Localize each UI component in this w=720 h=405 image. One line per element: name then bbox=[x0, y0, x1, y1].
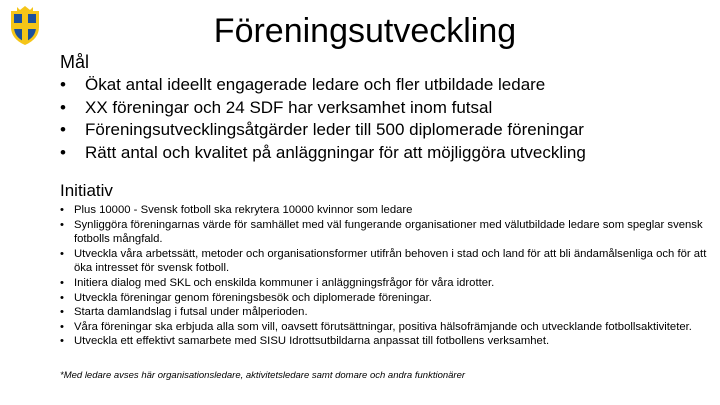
initiatives-list bbox=[60, 203, 715, 349]
list-item bbox=[60, 119, 586, 142]
bullet: • bbox=[60, 204, 64, 216]
goal-text: XX föreningar och 24 SDF har verksamhet inom futsal bbox=[85, 97, 493, 117]
list-item bbox=[60, 334, 715, 349]
initiatives-heading: Initiativ bbox=[60, 181, 113, 200]
swedish-fa-crest-icon bbox=[5, 5, 45, 47]
bullet: • bbox=[60, 120, 66, 139]
footnote: *Med ledare avses här organisationsledare, aktivitetsledare samt domare och andra funktionärer bbox=[60, 370, 466, 381]
initiative-text: Starta damlandslag i futsal under målperioden. bbox=[74, 306, 308, 319]
list-item bbox=[60, 218, 715, 247]
bullet: • bbox=[60, 218, 64, 231]
list-item bbox=[60, 74, 586, 97]
goals-list bbox=[60, 74, 586, 164]
list-item bbox=[60, 276, 715, 291]
list-item bbox=[60, 97, 586, 120]
list-item bbox=[60, 320, 715, 335]
bullet: • bbox=[60, 276, 64, 289]
goal-text: Rätt antal och kvalitet på anläggningar för att möjliggöra utveckling bbox=[85, 142, 586, 162]
goal-text: Ökat antal ideellt engagerade ledare och fler utbildade ledare bbox=[85, 75, 546, 94]
list-item bbox=[60, 247, 715, 276]
list-item bbox=[60, 305, 715, 320]
initiative-text: Plus 10000 - Svensk fotboll ska rekrytera 10000 kvinnor som ledare bbox=[74, 204, 413, 216]
list-item bbox=[60, 291, 715, 306]
initiative-text: Initiera dialog med SKL och enskilda kommuner i anläggningsfrågor för våra idrotter. bbox=[74, 276, 495, 289]
bullet: • bbox=[60, 75, 66, 94]
bullet: • bbox=[60, 335, 64, 348]
initiative-text: Synliggöra föreningarnas värde för samhället med väl fungerande organisationer med välutbildade ledare som speglar svensk fotbolls mångfald. bbox=[74, 218, 703, 246]
list-item bbox=[60, 142, 586, 165]
bullet: • bbox=[60, 320, 64, 333]
goal-text: Föreningsutvecklingsåtgärder leder till 500 diplomerade föreningar bbox=[85, 120, 584, 139]
goals-heading: Mål bbox=[60, 52, 90, 72]
initiative-text: Utveckla föreningar genom föreningsbesök och diplomerade föreningar. bbox=[74, 291, 432, 304]
initiative-text: Våra föreningar ska erbjuda alla som vill, oavsett förutsättningar, positiva hälsofrämjande och utvecklande fotbollsaktiviteter. bbox=[74, 320, 692, 333]
bullet: • bbox=[60, 306, 64, 319]
bullet: • bbox=[60, 247, 64, 260]
bullet: • bbox=[60, 291, 64, 304]
initiative-text: Utveckla våra arbetssätt, metoder och organisationsformer utifrån behoven i stad och land för att bli ändamålsenliga och för att öka intresset för svensk fotboll. bbox=[74, 247, 707, 275]
bullet: • bbox=[60, 97, 66, 117]
initiative-text: Utveckla ett effektivt samarbete med SISU Idrottsutbildarna anpassat till fotbollens verksamhet. bbox=[74, 335, 550, 348]
bullet: • bbox=[60, 142, 66, 162]
list-item bbox=[60, 203, 715, 218]
page-title: Föreningsutveckling bbox=[213, 12, 517, 50]
